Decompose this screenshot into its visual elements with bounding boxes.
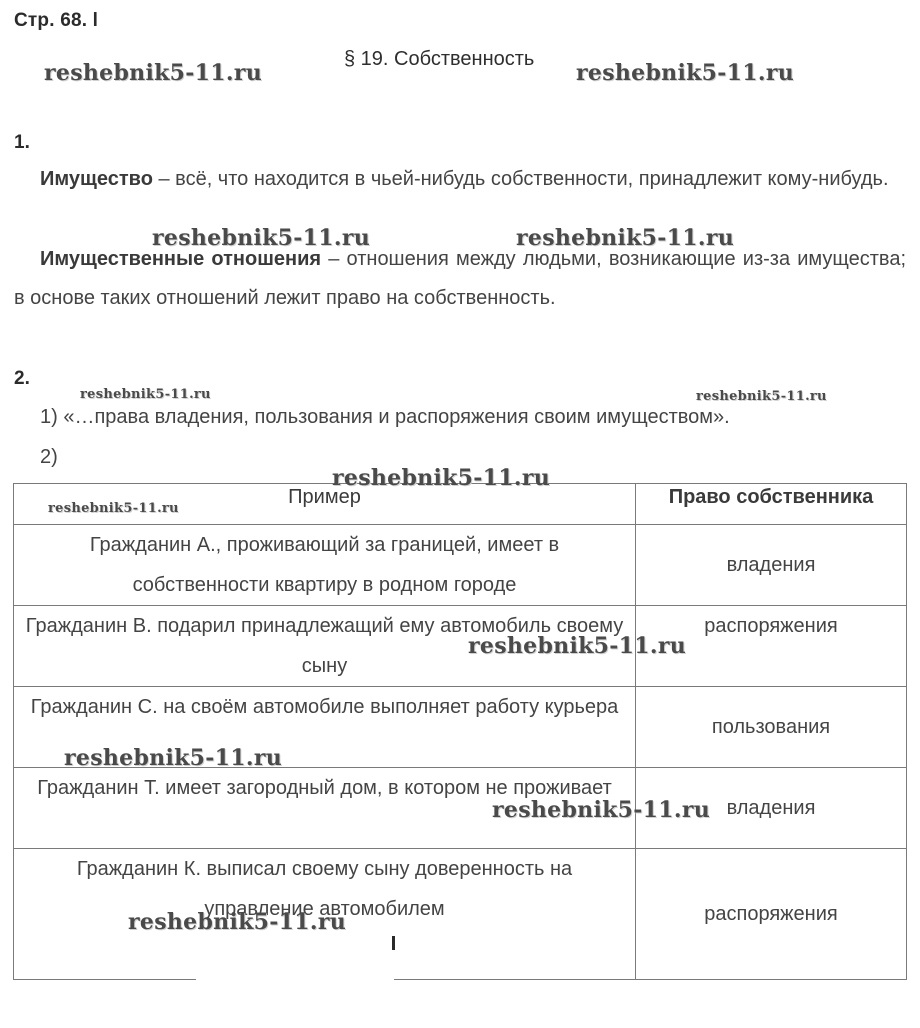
- watermark: reshebnik5-11.ru: [64, 745, 283, 771]
- watermark: reshebnik5-11.ru: [576, 60, 795, 86]
- watermark: reshebnik5-11.ru: [468, 633, 687, 659]
- watermark: reshebnik5-11.ru: [696, 389, 827, 404]
- term-property-relations: Имущественные отношения: [40, 248, 322, 270]
- watermark: reshebnik5-11.ru: [128, 909, 347, 935]
- watermark: reshebnik5-11.ru: [332, 465, 551, 491]
- scan-mark: [392, 936, 395, 950]
- table-cell-right: владения: [636, 525, 907, 606]
- table-row: [14, 606, 907, 687]
- question-1-number: 1.: [14, 132, 30, 153]
- section-title: § 19. Собственность: [344, 48, 535, 70]
- scan-gap: [196, 968, 394, 982]
- page-reference: Стр. 68. l: [14, 10, 99, 31]
- table-header-example: Пример: [14, 484, 636, 525]
- watermark: reshebnik5-11.ru: [48, 501, 179, 516]
- answer-2-item-1: 1) «…права владения, пользования и распоряжения своим имуществом».: [40, 406, 730, 428]
- definition-property-relations: [14, 240, 906, 318]
- table-cell-right: владения: [636, 768, 907, 849]
- table-cell-right: пользования: [636, 687, 907, 768]
- table-header-right: Право собственника: [636, 484, 907, 525]
- table-cell-example: Гражданин Т. имеет загородный дом, в котором не проживает: [14, 768, 636, 849]
- watermark: reshebnik5-11.ru: [516, 225, 735, 251]
- term-property: Имущество: [40, 168, 153, 190]
- definition-property-relations-text: – отношения между людьми, возникающие из-за имущества; в основе таких отношений лежит право на собственность.: [14, 248, 907, 309]
- watermark: reshebnik5-11.ru: [80, 387, 211, 402]
- watermark: reshebnik5-11.ru: [152, 225, 371, 251]
- table-row: [14, 525, 907, 606]
- table-cell-example: Гражданин А., проживающий за границей, имеет в собственности квартиру в родном городе: [14, 525, 636, 606]
- table-cell-right: распоряжения: [636, 849, 907, 980]
- question-2-number: 2.: [14, 368, 30, 389]
- table-cell-example: Гражданин В. подарил принадлежащий ему автомобиль своему сыну: [14, 606, 636, 687]
- table-row: [14, 768, 907, 849]
- table-cell-right: распоряжения: [636, 606, 907, 687]
- watermark: reshebnik5-11.ru: [492, 797, 711, 823]
- answer-2-item-2: 2): [40, 446, 58, 468]
- definition-property-text: – всё, что находится в чьей-нибудь собственности, принадлежит кому-нибудь.: [152, 168, 889, 190]
- property-rights-table: [13, 483, 907, 980]
- definition-property: [14, 160, 906, 199]
- watermark: reshebnik5-11.ru: [44, 60, 263, 86]
- table-cell-example: Гражданин С. на своём автомобиле выполняет работу курьера: [14, 687, 636, 768]
- table-cell-example: Гражданин К. выписал своему сыну доверенность на управление автомобилем: [14, 849, 636, 980]
